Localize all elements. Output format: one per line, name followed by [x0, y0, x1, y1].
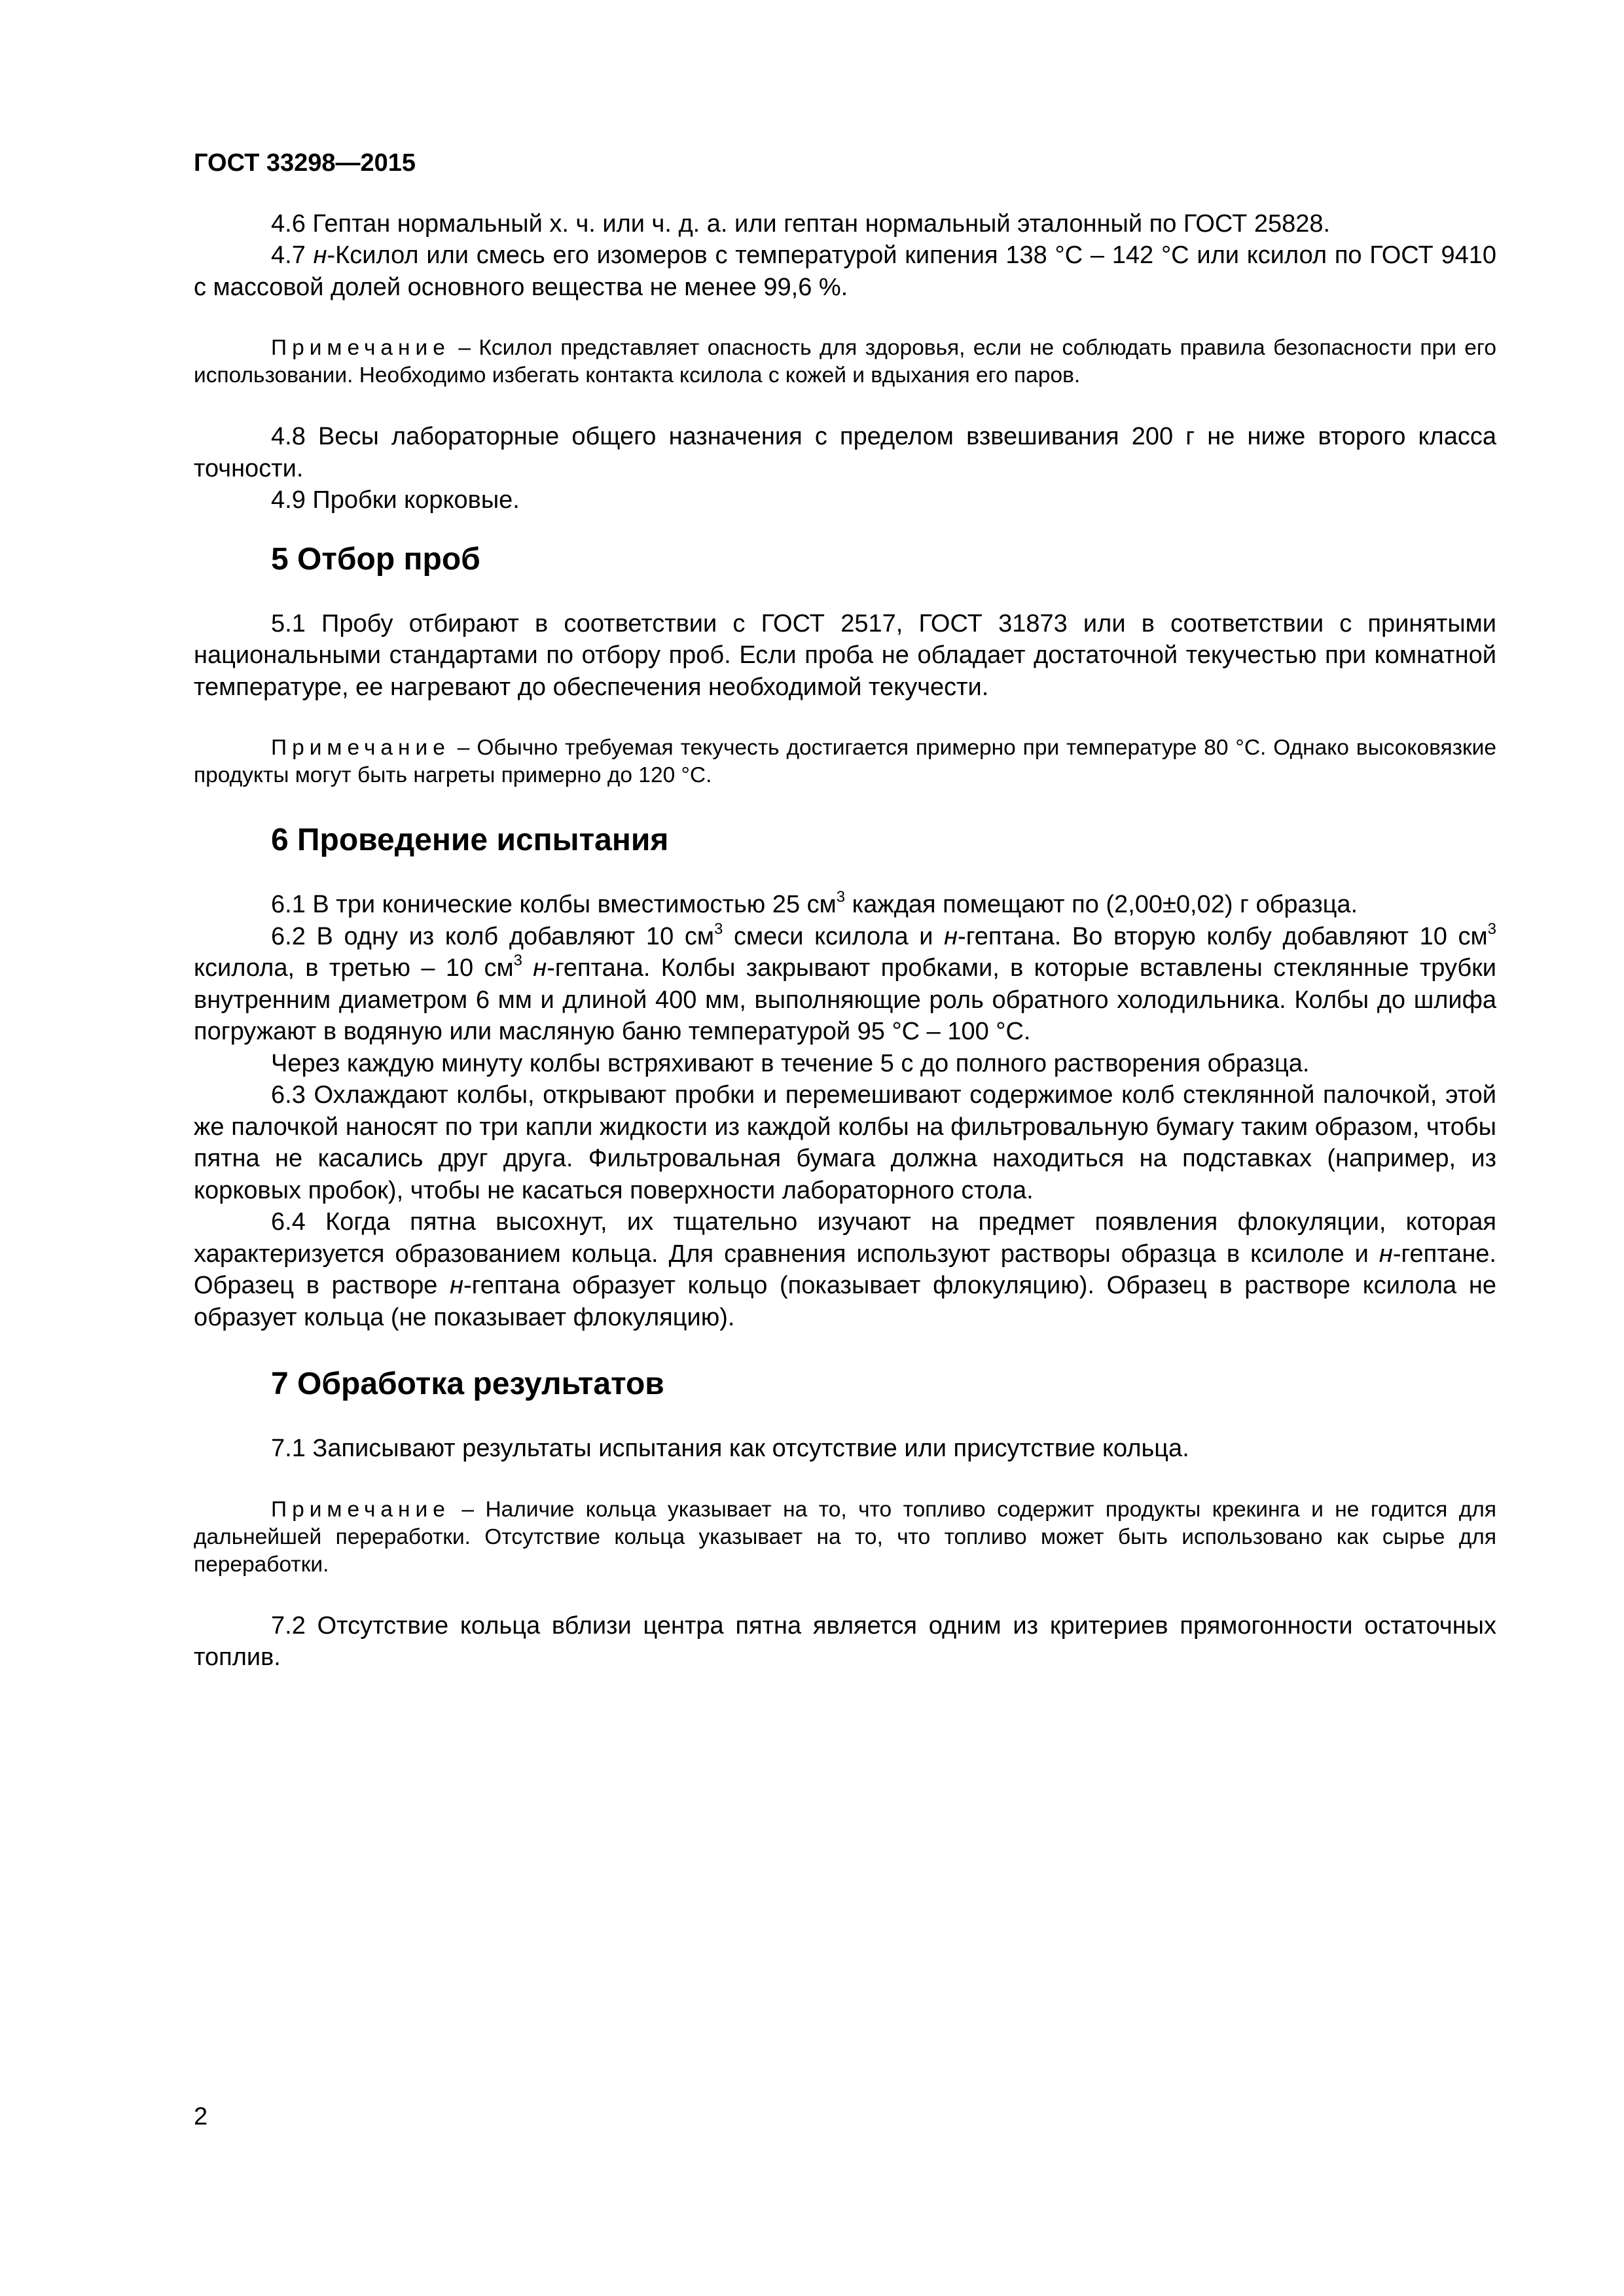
clause-7-1: 7.1 Записывают результаты испытания как отсутствие или присутствие кольца. [271, 1435, 1189, 1462]
clause-4-8: 4.8 Весы лабораторные общего назначения с пределом взвешивания 200 г не ниже второго класса точности. [194, 423, 1496, 482]
note-xylene: Примечание – Ксилол представляет опасность для здоровья, если не соблюдать правила безопасности при его использовании. Необходимо избегать контакта ксилола с кожей и вдыхания его паров. [194, 336, 1497, 387]
clause-4-6: 4.6 Гептан нормальный х. ч. или ч. д. а. или гептан нормальный эталонный по ГОСТ 25828. [271, 209, 1331, 238]
note-fluidity: Примечание – Обычно требуемая текучесть достигается примерно при температуре 80 °С. Однако высоковязкие продукты могут быть нагреты примерно до 120 °С. [194, 736, 1497, 787]
clause-6-3: 6.3 Охлаждают колбы, открывают пробки и перемешивают содержимое колб стеклянной палочкой, этой же палочкой наносят по три капли жидкости из каждой колбы на фильтровальную бумагу таким образом, чтобы пятна не касались друг друга. Фильтровальная бумага должна находиться на подставках (например, из корковых пробок), чтобы не касаться поверхности лабораторного стола. [194, 1081, 1496, 1204]
clause-6-1: 6.1 В три конические колбы вместимостью 25 $см^3$ каждая помещают по (2,00±0,02) г образца. [271, 888, 1358, 918]
clause-6-4: 6.4 Когда пятна высохнут, их тщательно изучают на предмет появления флокуляции, которая характеризуется образованием кольца. Для сравнения используют растворы образца в ксилоле и н-гептане. Образец в растворе н-гептана образует кольцо (показывает флокуляцию). Образец в растворе ксилола не образует кольца (не показывает флокуляцию). [194, 1208, 1496, 1331]
clause-7-2: 7.2 Отсутствие кольца вблизи центра пятна является одним из критериев прямогонности остаточных топлив. [194, 1611, 1496, 1671]
clause-4-9: 4.9 Пробки корковые. [271, 486, 520, 514]
page-number: 2 [194, 2103, 208, 2130]
document-code: ГОСТ 33298—2015 [194, 149, 416, 177]
document-page [194, 147, 1496, 1674]
section-5-heading: 5 Отбор проб [271, 541, 480, 577]
note-ring: Примечание – Наличие кольца указывает на то, что топливо содержит продукты крекинга и не годится для дальнейшей переработки. Отсутствие кольца указывает на то, что топливо может быть использовано как сырье для переработки. [194, 1497, 1496, 1577]
section-6-heading: 6 Проведение испытания [271, 823, 669, 857]
clause-5-1: 5.1 Пробу отбирают в соответствии с ГОСТ 2517, ГОСТ 31873 или в соответствии с принятыми национальными стандартами по отбору проб. Если проба не обладает достаточной текучестью при комнатной температуре, ее нагревают до обеспечения необходимой текучести. [194, 609, 1496, 701]
section-7-heading: 7 Обработка результатов [271, 1367, 664, 1401]
clause-4-7: 4.7 н-Ксилол или смесь его изомеров с температурой кипения 138 °С – 142 °С или ксилол по ГОСТ 9410 с массовой долей основного вещества не менее 99,6 %. [194, 242, 1496, 301]
clause-6-2-shaking: Через каждую минуту колбы встряхивают в течение 5 с до полного растворения образца. [271, 1049, 1310, 1077]
clause-6-2: 6.2 В одну из колб добавляют 10 $см^3$ смеси ксилола и н-гептана. Во вторую колбу добавляют 10 $см^3$ ксилола, в третью – 10 $см^3$ н-гептана. Колбы закрывают пробками, в которые вставлены стеклянные трубки внутренним диаметром 6 мм и длиной 400 мм, выполняющие роль обратного холодильника. Колбы до шлифа погружают в водяную или масляную баню температурой 95 °С – 100 °С. [194, 920, 1496, 1045]
